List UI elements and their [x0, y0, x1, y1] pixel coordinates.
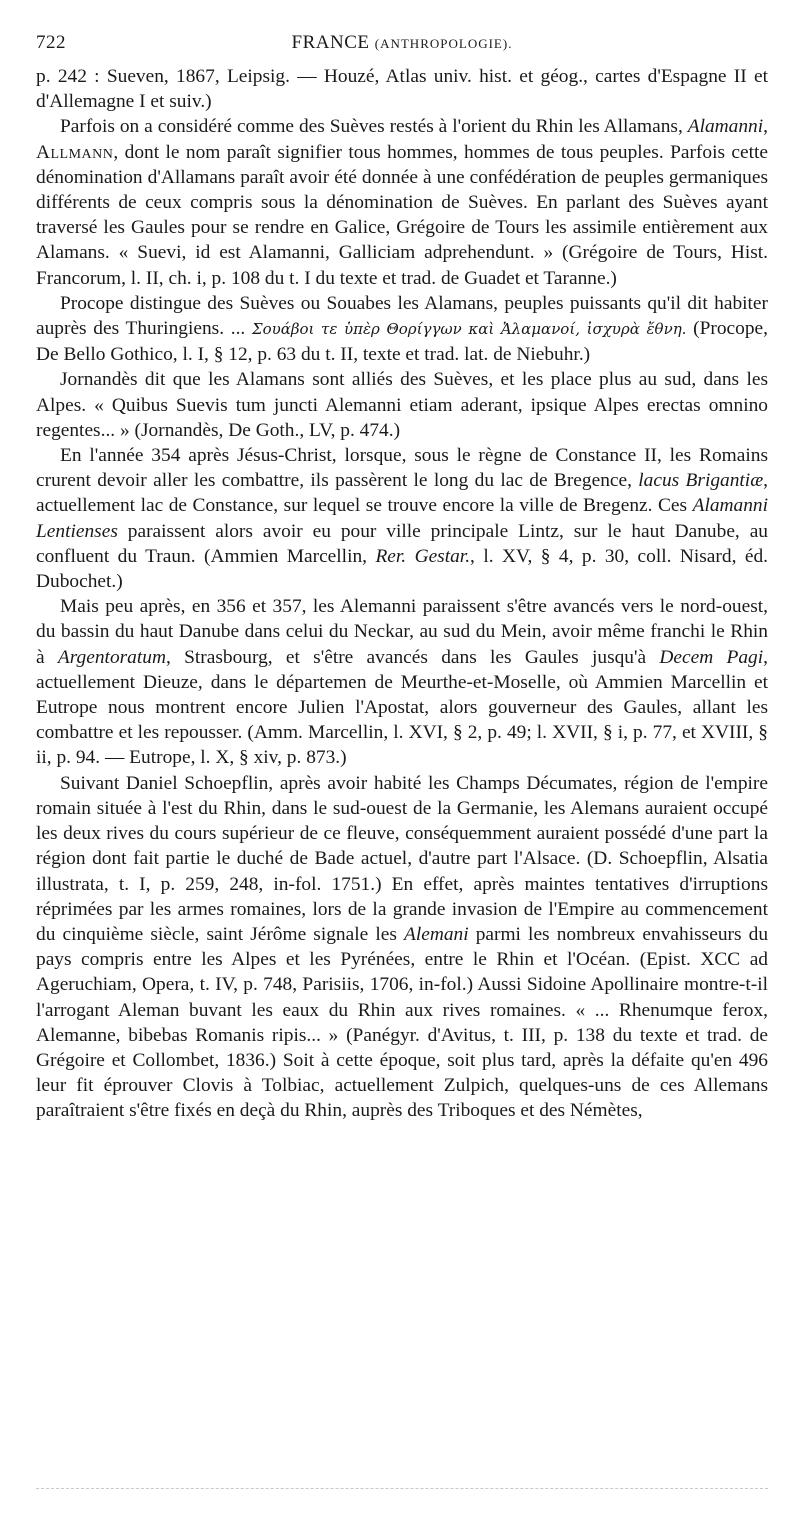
italic-text: Alemani	[403, 923, 469, 945]
italic-text: Argentoratum	[57, 646, 166, 668]
body-text	[36, 64, 768, 1124]
paragraph-text: , actuellement lac de Constance, sur lequel se trouve encore la ville de Bregenz. Ces	[36, 470, 768, 517]
smallcaps-text: Allmann	[36, 141, 114, 163]
paragraph-text: En l'année 354 après Jésus-Christ, lorsque, sous le règne de Constance II, les Romains crurent devoir aller les combattre, ils passèrent le long du lac de Bregence,	[36, 445, 768, 492]
paragraph-text: Jornandès dit que les Alamans sont alliés des Suèves, et les place plus au sud, dans les Alpes. « Quibus Suevis tum juncti Alemanni etiam aderant, ipsique Alpes erectas omnino regentes... » (Jornandès, De Goth., LV, p. 474.)	[36, 369, 768, 441]
greek-quotation: Σουάβοι τε ὑπὲρ Θορίγγων καὶ Ἀλαμανοί, ἰσχυρὰ ἔθνη.	[251, 320, 687, 339]
paragraph-text: paraissent alors avoir eu pour ville principale Lintz, sur le haut Danube, au confluent du Traun. (Ammien Marcellin,	[36, 520, 768, 567]
paragraph-text: , Strasbourg, et s'être avancés dans les Gaules jusqu'à	[165, 646, 660, 668]
page-title	[36, 32, 768, 54]
paragraph-text: Parfois on a considéré comme des Suèves restés à l'orient du Rhin les Allamans,	[60, 116, 688, 138]
italic-text: Alamanni Lentienses	[36, 495, 768, 542]
paragraph	[36, 367, 768, 443]
paragraph-text: parmi les nombreux envahisseurs du pays compris entre les Alpes et les Pyrénées, entre le Rhin et l'Océan. (Epist. XCC ad Ageruchiam, Opera, t. IV, p. 748, Parisiis, 1706, in-fol.) Aussi Sidoine Apollinaire montre-t-il l'arrogant Aleman buvant les eaux du Rhin aux rives romaines. « ... Rhenumque ferox, Alemanne, bibebas Romanis ripis... » (Panégyr. d'Avitus, t. III, p. 138 du texte et trad. de Grégoire et Collombet, 1836.) Soit à cette époque, soit plus tard, après la défaite qu'en 496 leur fit éprouver Clovis à Tolbiac, actuellement Zulpich, quelques-uns de ces Allemans paraîtraient s'être fixés en deçà du Rhin, auprès des Triboques et des Némètes,	[36, 923, 769, 1122]
page-number: 722	[36, 32, 66, 53]
italic-text: Rer. Gestar.	[375, 545, 471, 567]
paragraph-text: Mais peu après, en 356 et 357, les Alemanni paraissent s'être avancés vers le nord-ouest, du bassin du haut Danube dans celui du Neckar, au sud du Mein, avoir même franchi le Rhin à	[36, 596, 768, 668]
paragraph	[36, 594, 768, 770]
running-head	[36, 28, 768, 62]
paragraph	[36, 291, 768, 368]
paragraph-text: Procope distingue des Suèves ou Souabes les Alamans, peuples puissants qu'il dit habiter auprès des Thuringiens. ...	[36, 292, 768, 340]
page-title-main: FRANCE	[291, 32, 370, 53]
paragraph	[36, 114, 768, 290]
paragraph-text: ,	[763, 116, 768, 138]
paragraph-text: , actuellement Dieuze, dans le départemen de Meurthe-et-Moselle, où Ammien Marcellin et Eutrope nous montrent encore Julien l'Apostat, alors gouverneur des Gaules, allant les combattre et les repousser. (Amm. Marcellin, l. XVI, § 2, p. 49; l. XVII, § i, p. 77, et XVIII, § ii, p. 94. — Eutrope, l. X, § xiv, p. 873.)	[36, 646, 768, 769]
paragraph-text: , dont le nom paraît signifier tous hommes, hommes de tous peuples. Parfois cette dénomination d'Allamans paraît avoir été donnée à une confédération de peuples germaniques différents de ceux compris sous la dénomination de Suèves. En parlant des Suèves ayant traversé les Gaules pour se rendre en Galice, Grégoire de Tours les assimile entièrement aux Alamans. « Suevi, id est Alamanni, Galliciam adprehendunt. » (Grégoire de Tours, Hist. Francorum, l. II, ch. i, p. 108 du t. I du texte et trad. de Guadet et Taranne.)	[36, 141, 768, 289]
paragraph-text: , l. XV, § 4, p. 30, coll. Nisard, éd. Dubochet.)	[36, 545, 768, 593]
page-title-sub: (ANTHROPOLOGIE).	[374, 36, 513, 51]
paragraph	[36, 771, 768, 1124]
italic-text: lacus Brigantiæ	[638, 470, 764, 492]
paragraph	[36, 443, 768, 594]
italic-text: Decem Pagi	[659, 646, 764, 668]
paragraph-text: Suivant Daniel Schoepflin, après avoir habité les Champs Décumates, région de l'empire romain située à l'est du Rhin, dans le sud-ouest de la Germanie, les Alemans auraient occupé les deux rives du cours supérieur de ce fleuve, conséquemment auraient possédé d'une part la région dont fait partie le duché de Bade actuel, d'autre part l'Alsace. (D. Schoepflin, Alsatia illustrata, t. I, p. 259, 248, in-fol. 1751.) En effet, après maintes tentatives d'irruptions réprimées par les armes romaines, lors de la grande invasion de l'Empire au commencement du cinquième siècle, saint Jérôme signale les	[36, 772, 768, 945]
italic-text: Alamanni	[687, 116, 764, 138]
paragraph	[36, 64, 768, 114]
paragraph-text: p. 242 : Sueven, 1867, Leipsig. — Houzé, Atlas univ. hist. et géog., cartes d'Espagne II et d'Allemagne I et suiv.)	[36, 66, 768, 113]
paragraph-text: (Procope, De Bello Gothico, l. I, § 12, p. 63 du t. II, texte et trad. lat. de Niebuhr.)	[36, 318, 768, 366]
bottom-rule	[36, 1488, 768, 1489]
